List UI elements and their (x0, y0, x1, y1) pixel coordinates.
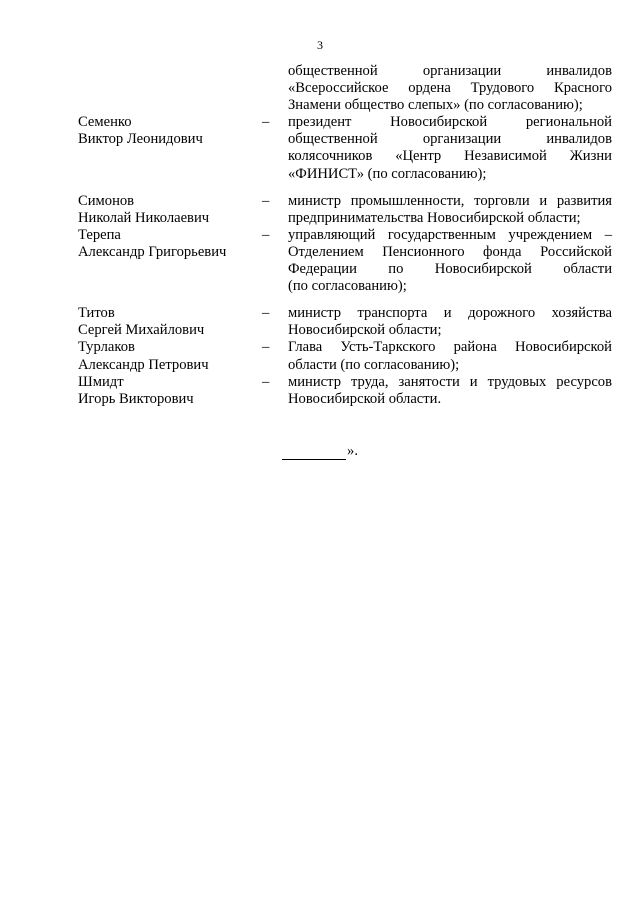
role-line: министр промышленности, торговли и развития (288, 192, 612, 209)
role-line: «ФИНИСТ» (по согласованию); (288, 165, 487, 182)
member-role (288, 339, 612, 373)
member-entry (78, 193, 612, 227)
role-line: Отделением Пенсионного фонда Российской (288, 243, 612, 260)
role-line: области (по согласованию); (288, 356, 460, 373)
member-surname: Титов (78, 305, 115, 322)
role-line: общественной организации инвалидов (288, 63, 612, 79)
role-line: министр труда, занятости и трудовых ресурсов (288, 373, 612, 390)
role-line: предпринимательства Новосибирской области; (288, 209, 581, 226)
member-name (78, 193, 262, 227)
member-given-name: Александр Григорьевич (78, 243, 227, 260)
member-name (78, 339, 262, 373)
dash: – (262, 192, 270, 209)
dash: – (262, 373, 270, 390)
role-line: общественной организации инвалидов (288, 131, 612, 148)
continuation-entry (78, 63, 612, 114)
member-name (78, 114, 262, 182)
member-surname: Шмидт (78, 373, 124, 390)
role-line: президент Новосибирской региональной (288, 114, 612, 131)
dash: – (262, 226, 270, 243)
member-name (78, 227, 262, 295)
role-line: министр транспорта и дорожного хозяйства (288, 305, 612, 322)
member-role (288, 374, 612, 408)
role-line: (по согласованию); (288, 278, 407, 295)
member-entry (78, 339, 612, 373)
member-name (78, 305, 262, 339)
member-given-name: Сергей Михайлович (78, 322, 205, 339)
member-given-name: Виктор Леонидович (78, 131, 203, 148)
signature-line (282, 445, 346, 460)
member-role (288, 305, 612, 339)
member-surname: Симонов (78, 192, 135, 209)
member-role (288, 193, 612, 227)
continuation-text (288, 63, 612, 114)
closing-mark (0, 443, 640, 460)
role-line: Федерации по Новосибирской области (288, 261, 612, 278)
role-line: «Всероссийское ордена Трудового Красного (288, 80, 612, 97)
page-number: 3 (317, 38, 323, 52)
member-role (288, 227, 612, 295)
member-role (288, 114, 612, 182)
member-surname: Семенко (78, 114, 132, 131)
dash: – (262, 305, 270, 322)
role-line: Новосибирской области; (288, 322, 442, 339)
member-entry (78, 305, 612, 339)
member-entry (78, 374, 612, 408)
role-line: Знамени общество слепых» (по согласованию); (288, 97, 583, 114)
dash: – (262, 339, 270, 356)
dash: – (262, 114, 270, 131)
member-name (78, 374, 262, 408)
member-surname: Терепа (78, 226, 121, 243)
members-list (78, 63, 612, 408)
member-surname: Турлаков (78, 339, 135, 356)
role-line: Новосибирской области. (288, 390, 442, 407)
role-line: Глава Усть-Таркского района Новосибирской (288, 339, 612, 356)
role-line: колясочников «Центр Независимой Жизни (288, 148, 612, 165)
member-given-name: Александр Петрович (78, 356, 209, 373)
member-given-name: Николай Николаевич (78, 209, 210, 226)
role-line: управляющий государственным учреждением – (288, 226, 612, 243)
member-entry (78, 114, 612, 182)
member-given-name: Игорь Викторович (78, 390, 194, 407)
member-entry (78, 227, 612, 295)
closing-quote: ». (347, 443, 358, 459)
